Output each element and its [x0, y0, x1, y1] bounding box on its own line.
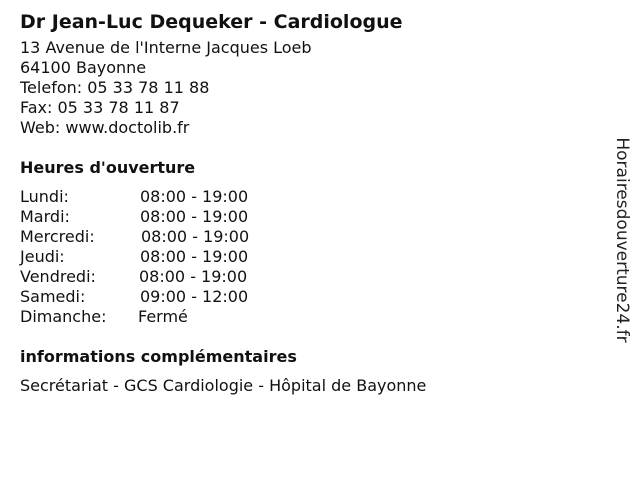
address-city: 64100 Bayonne	[20, 58, 147, 77]
hours-time: 08:00 - 19:00	[140, 187, 249, 206]
hours-row-dimanche	[20, 307, 600, 327]
hours-time: 08:00 - 19:00	[140, 207, 249, 226]
brand-watermark: Horairesdouverture24.fr	[612, 137, 632, 343]
additional-info-text: Secrétariat - GCS Cardiologie - Hôpital de Bayonne	[20, 376, 427, 395]
hours-day: Samedi:	[20, 287, 86, 306]
hours-day: Lundi:	[20, 187, 69, 206]
hours-time: 09:00 - 12:00	[140, 287, 249, 306]
hours-row-mardi	[20, 207, 600, 227]
page-title: Dr Jean-Luc Dequeker - Cardiologue	[20, 11, 403, 33]
hours-day: Dimanche:	[20, 307, 107, 326]
hours-row-samedi	[20, 287, 600, 307]
website-link[interactable]: Web: www.doctolib.fr	[20, 118, 190, 137]
opening-hours-table	[20, 187, 600, 327]
additional-info-heading: informations complémentaires	[20, 347, 297, 366]
phone-number[interactable]: Telefon: 05 33 78 11 88	[20, 78, 210, 97]
hours-time: Fermé	[138, 307, 188, 326]
hours-day: Vendredi:	[20, 267, 96, 286]
hours-row-lundi	[20, 187, 600, 207]
hours-time: 08:00 - 19:00	[141, 227, 250, 246]
listing-card	[20, 8, 600, 396]
hours-time: 08:00 - 19:00	[140, 247, 249, 266]
hours-row-vendredi	[20, 267, 600, 287]
hours-time: 08:00 - 19:00	[139, 267, 248, 286]
fax-number: Fax: 05 33 78 11 87	[20, 98, 180, 117]
address-street: 13 Avenue de l'Interne Jacques Loeb	[20, 38, 312, 57]
hours-day: Jeudi:	[20, 247, 65, 266]
hours-day: Mercredi:	[20, 227, 95, 246]
hours-row-jeudi	[20, 247, 600, 267]
hours-row-mercredi	[20, 227, 600, 247]
opening-hours-heading: Heures d'ouverture	[20, 158, 196, 177]
hours-day: Mardi:	[20, 207, 70, 226]
